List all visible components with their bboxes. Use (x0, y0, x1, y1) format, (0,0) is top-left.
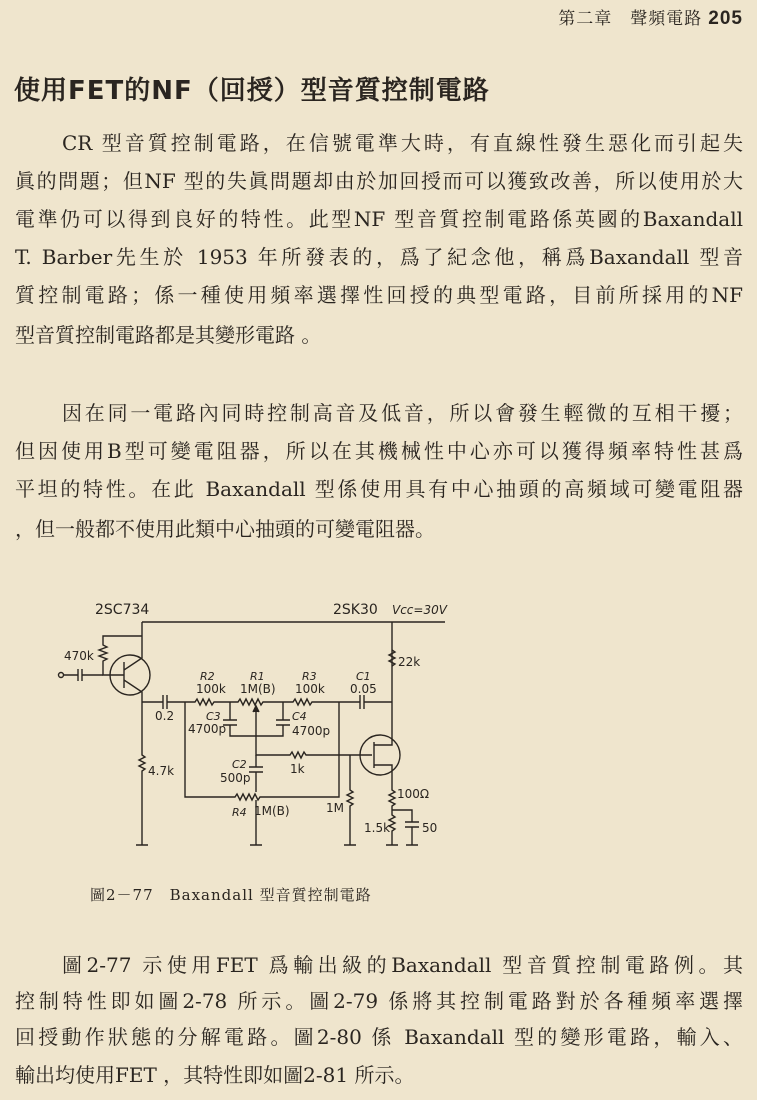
page-number: 205 (708, 8, 743, 29)
text-line: CR 型音質控制電路，在信號電準大時，有直線性發生惡化而引起失 (62, 131, 743, 155)
label-c3-val: 4700p (188, 722, 227, 736)
label-q1: 2SC734 (95, 602, 150, 618)
label-c4: C4 (292, 710, 307, 723)
label-r-s2: 1.5k (364, 821, 391, 835)
text-line: 因在同一電路內同時控制高音及低音，所以會發生輕微的互相干擾； (62, 401, 743, 425)
label-r4: R4 (232, 806, 247, 819)
resistor-1m (344, 755, 356, 845)
text-line: ，但一般都不使用此類中心抽頭的可變電阻器。 (15, 517, 435, 541)
label-r-in: 470k (64, 649, 94, 663)
label-r1-val: 1M(B) (240, 682, 276, 696)
label-r-s1: 100Ω (397, 787, 430, 801)
label-r-e: 4.7k (148, 764, 175, 778)
input-capacitor (62, 669, 103, 681)
text-line: 電準仍可以得到良好的特性。此型NF 型音質控制電路係英國的Baxandall (15, 207, 743, 231)
text-line: 圖2-77 示使用FET 爲輸出級的Baxandall 型音質控制電路例。其 (62, 953, 743, 977)
label-r-d: 22k (398, 655, 421, 669)
label-vcc: Vcc=30V (392, 603, 447, 617)
label-c1: C1 (356, 670, 371, 683)
text-line: 平坦的特性。在此 Baxandall 型係使用具有中心抽頭的高頻域可變電阻器 (15, 477, 743, 501)
label-r2: R2 (200, 670, 215, 683)
section-title: 使用FET的NF（回授）型音質控制電路 (14, 76, 490, 106)
label-r4-val: 1M(B) (254, 804, 290, 818)
label-r2-val: 100k (196, 682, 226, 696)
text-line: 回授動作狀態的分解電路。圖2-80 係 Baxandall 型的變形電路，輸入、 (15, 1025, 743, 1049)
label-c2: C2 (232, 758, 247, 771)
label-q2: 2SK30 (333, 602, 378, 618)
label-r-fb: 1k (290, 762, 305, 776)
label-c-s: 50 (422, 821, 438, 835)
resistor-4k7 (136, 702, 148, 845)
label-r3-val: 100k (295, 682, 325, 696)
text-line: 眞的問題；但NF 型的失眞問題却由於加回授而可以獲致改善，所以使用於大 (15, 169, 743, 193)
text-line: 但因使用B型可變電阻器，所以在其機械性中心亦可以獲得頻率特性甚爲 (15, 439, 743, 463)
label-c4-val: 4700p (292, 724, 331, 738)
label-c1-val: 0.05 (350, 682, 377, 696)
label-c2-val: 500p (220, 771, 251, 785)
label-r1: R1 (250, 670, 265, 683)
label-r-g: 1M (326, 801, 344, 815)
text-line: 質控制電路；係一種使用頻率選擇性回授的典型電路，目前所採用的NF (15, 283, 743, 307)
chapter-title: 第二章 聲頻電路 (558, 9, 703, 29)
text-line: T. Barber先生於 1953 年所發表的，爲了紀念他，稱爲Baxandall 型音 (15, 245, 743, 269)
figure-caption: 圖2－77 Baxandall 型音質控制電路 (90, 886, 372, 904)
text-line: 控制特性即如圖2-78 所示。圖2-79 係將其控制電路對於各種頻率選擇 (15, 989, 743, 1013)
text-line: 輸出均使用FET ，其特性即如圖2-81 所示。 (15, 1063, 415, 1087)
label-c-out: 0.2 (155, 709, 175, 723)
label-c3: C3 (206, 710, 221, 723)
label-r3: R3 (302, 670, 317, 683)
input-terminal (59, 673, 64, 678)
text-line: 型音質控制電路都是其變形電路 。 (15, 323, 322, 347)
